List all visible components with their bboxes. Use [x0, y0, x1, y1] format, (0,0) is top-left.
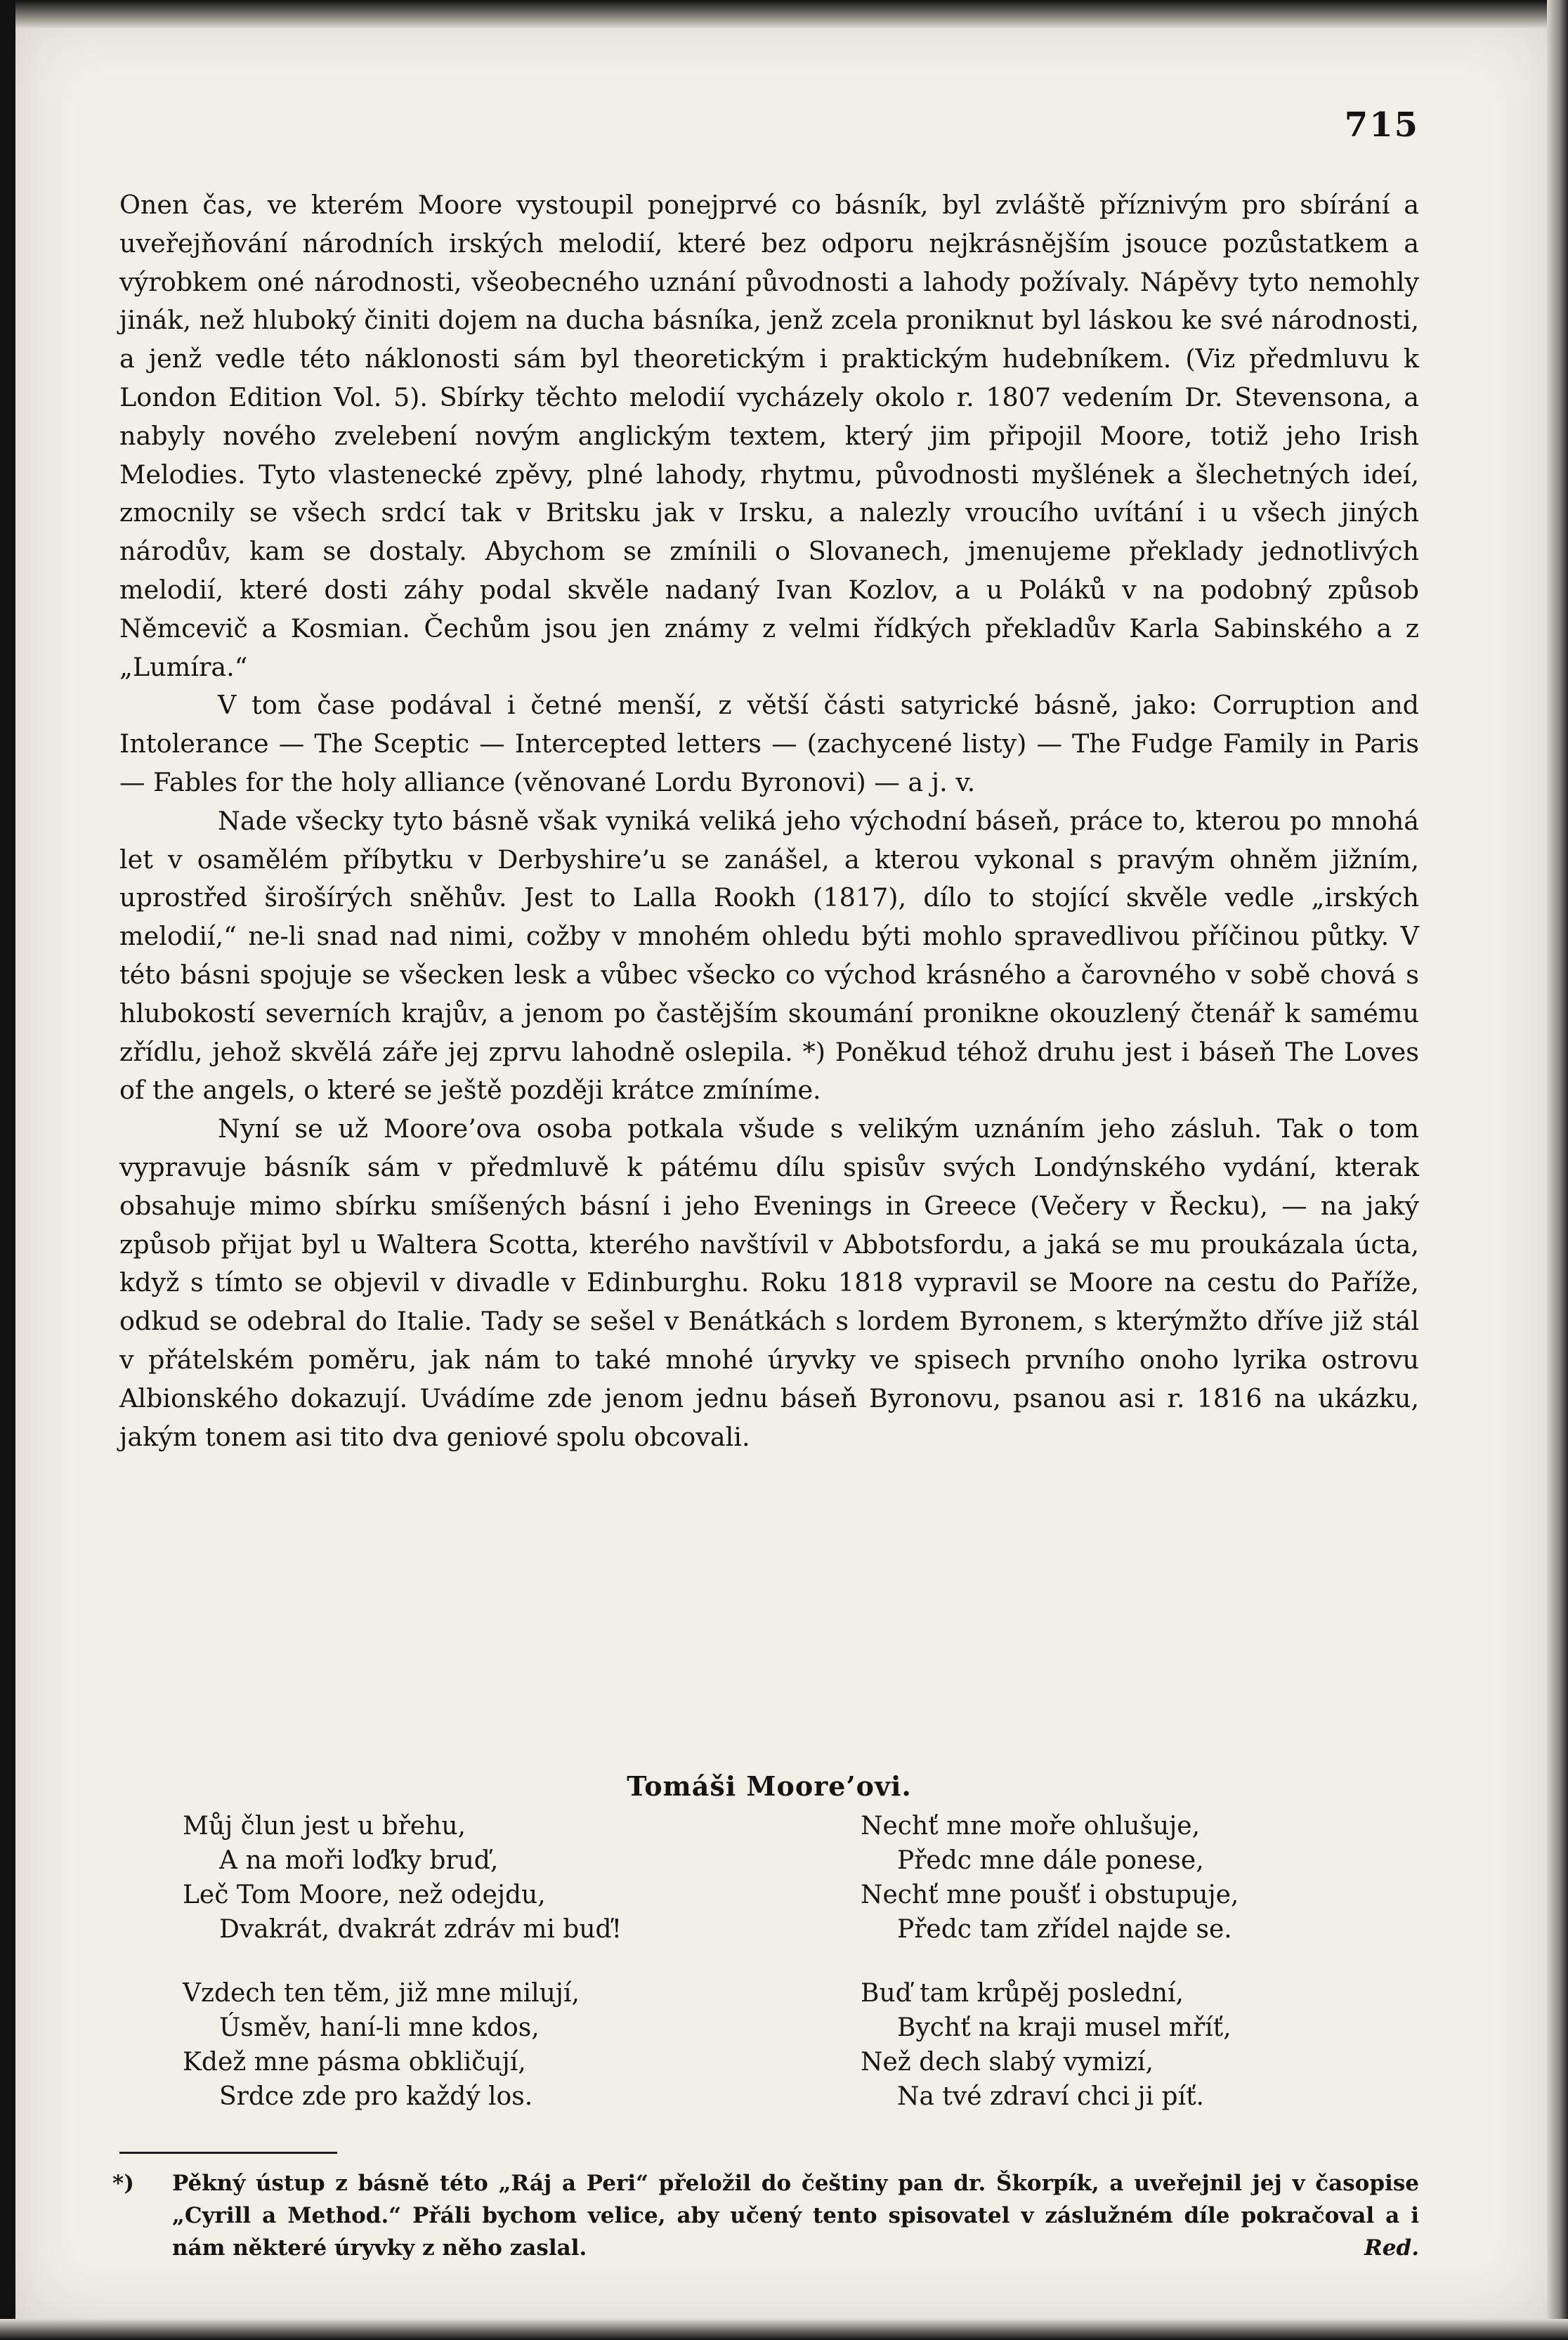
- scan-edge-right: [1547, 0, 1568, 2340]
- paragraph-2: V tom čase podával i četné menší, z větší části satyrické básně, jako: Corruption and Intolerance — The Sceptic — Intercepted letters — (zachycené listy) — The Fudge Family in Paris — Fables for the holy alliance (věnované Lordu Byronovi) — a j. v.: [119, 690, 1419, 797]
- poem-line: Bychť na kraji musel mříť,: [897, 2013, 1231, 2042]
- paragraph-3: Nade všecky tyto básně však vyniká veliká jeho východní báseň, práce to, kterou po mnohá let v osamělém příbytku v Derbyshire’u se zanášel, a kterou vykonal s pravým ohněm jižním, uprostřed širošírých sněhův. Jest to Lalla Rookh (1817), dílo to stojící skvěle vedle „irských melodií,“ ne-li snad nad nimi, cožby v mnohém ohledu býti mohlo spravedlivou příčinou půtky. V této básni spojuje se všecken lesk a vůbec všecko co východ krásného a čarovného v sobě chová s hlubokostí severních krajův, a jenom po častějším skoumání pronikne okouzlený čtenář k samému zřídlu, jehož skvělá záře jej zprvu lahodně oslepila. *) Poněkud téhož druhu jest i báseň The Loves of the angels, o které se ještě později krátce zmíníme.: [119, 805, 1419, 1106]
- poem-line: Srdce zde pro každý los.: [219, 2082, 533, 2111]
- poem-stanza: [861, 1976, 1458, 2114]
- footnote-divider: [119, 2152, 337, 2154]
- poem-stanza: [183, 1976, 780, 2114]
- poem-title: Tomáši Moore’ovi.: [627, 1770, 912, 1802]
- footnote-text-block: [172, 2167, 1419, 2264]
- poem-line: Nechť mne poušť i obstupuje,: [861, 1881, 1239, 1909]
- poem-line: Předc mne dále ponese,: [897, 1846, 1204, 1875]
- poem-line: Kdež mne pásma obkličují,: [183, 2048, 526, 2077]
- scan-edge-top: [0, 0, 1568, 28]
- scan-edge-bottom: [0, 2319, 1568, 2340]
- footnote-mark: *): [112, 2171, 134, 2196]
- paragraph-1: Onen čas, ve kterém Moore vystoupil ponejprvé co básník, byl zvláště příznivým pro sbírání a uveřejňování národních irských melodií, které bez odporu nejkrásnějším jsouce pozůstatkem a výrobkem oné národnosti, všeobecného uznání původnosti a lahody požívaly. Nápěvy tyto nemohly jinák, než hluboký činiti dojem na ducha básníka, jenž zcela proniknut byl láskou ke své národnosti, a jenž vedle této náklonosti sám byl theoretickým i praktickým hudebníkem. (Viz předmluvu k London Edition Vol. 5). Sbírky těchto melodií vycházely okolo r. 1807 vedením Dr. Stevensona, a nabyly nového zvelebení novým anglickým textem, který jim připojil Moore, totiž jeho Irish Melodies. Tyto vlastenecké zpěvy, plné lahody, rhytmu, původnosti myšlének a šlechetných ideí, zmocnily se všech srdcí tak v Britsku jak v Irsku, a nalezly vroucího uvítání i u všech jiných národův, kam se dostaly. Abychom se zmínili o Slovanech, jmenujeme překlady jednotlivých melodií, které dosti záhy podal skvěle nadaný Ivan Kozlov, a u Poláků v na podobný způsob Němcevič a Kosmian. Čechům jsou jen známy z velmi řídkých překladův Karla Sabinského a z „Lumíra.“: [119, 190, 1419, 682]
- scan-edge-left: [0, 0, 15, 2340]
- poem-line: Na tvé zdraví chci ji píť.: [897, 2082, 1204, 2111]
- poem-right-column: [861, 1809, 1458, 2143]
- poem-line: Úsměv, haní-li mne kdos,: [219, 2013, 540, 2042]
- footnote: [112, 2167, 1419, 2264]
- poem-line: Předc tam zřídel najde se.: [897, 1915, 1232, 1944]
- poem-line: A na moři loďky bruď,: [219, 1846, 499, 1875]
- poem-line: Buď tam krůpěj poslední,: [861, 1979, 1184, 2008]
- footnote-signature: Red.: [1364, 2235, 1419, 2261]
- body-text: [119, 186, 1419, 1456]
- poem-line: Než dech slabý vymizí,: [861, 2048, 1154, 2077]
- poem-line: Leč Tom Moore, než odejdu,: [183, 1881, 546, 1909]
- paragraph-4: Nyní se už Moore’ova osoba potkala všude s velikým uznáním jeho zásluh. Tak o tom vypravuje básník sám v předmluvě k pátému dílu spisův svých Londýnského vydání, kterak obsahuje mimo sbírku smíšených básní i jeho Evenings in Greece (Večery v Řecku), — na jaký způsob přijat byl u Waltera Scotta, kterého navštívil v Abbotsfordu, a jaká se mu proukázala úcta, když s tímto se objevil v divadle v Edinburghu. Roku 1818 vypravil se Moore na cestu do Paříže, odkud se odebral do Italie. Tady se sešel v Benátkách s lordem Byronem, s kterýmžto dříve již stál v přátelském poměru, jak nám to také mnohé úryvky ve spisech prvního onoho lyrika ostrovu Albionského dokazují. Uvádíme zde jenom jednu báseň Byronovu, psanou asi r. 1816 na ukázku, jakým tonem asi tito dva geniové spolu obcovali.: [119, 1113, 1419, 1452]
- page-number: 715: [1344, 105, 1419, 145]
- poem-stanza: [861, 1809, 1458, 1947]
- poem-line: Vzdech ten těm, již mne milují,: [183, 1979, 580, 2008]
- poem-stanza: [183, 1809, 780, 1947]
- poem-line: Můj člun jest u břehu,: [183, 1812, 466, 1841]
- poem-line: Dvakrát, dvakrát zdráv mi buď!: [219, 1915, 622, 1944]
- poem-line: Nechť mne moře ohlušuje,: [861, 1812, 1201, 1841]
- poem-left-column: [183, 1809, 780, 2143]
- footnote-text: Pěkný ústup z básně této „Ráj a Peri“ přeložil do češtiny pan dr. Škorpík, a uveřejnil jej v časopise „Cyrill a Method.“ Přáli bychom velice, aby učený tento spisovatel v záslužném díle pokračoval a i nám některé úryvky z něho zaslal.: [172, 2171, 1419, 2261]
